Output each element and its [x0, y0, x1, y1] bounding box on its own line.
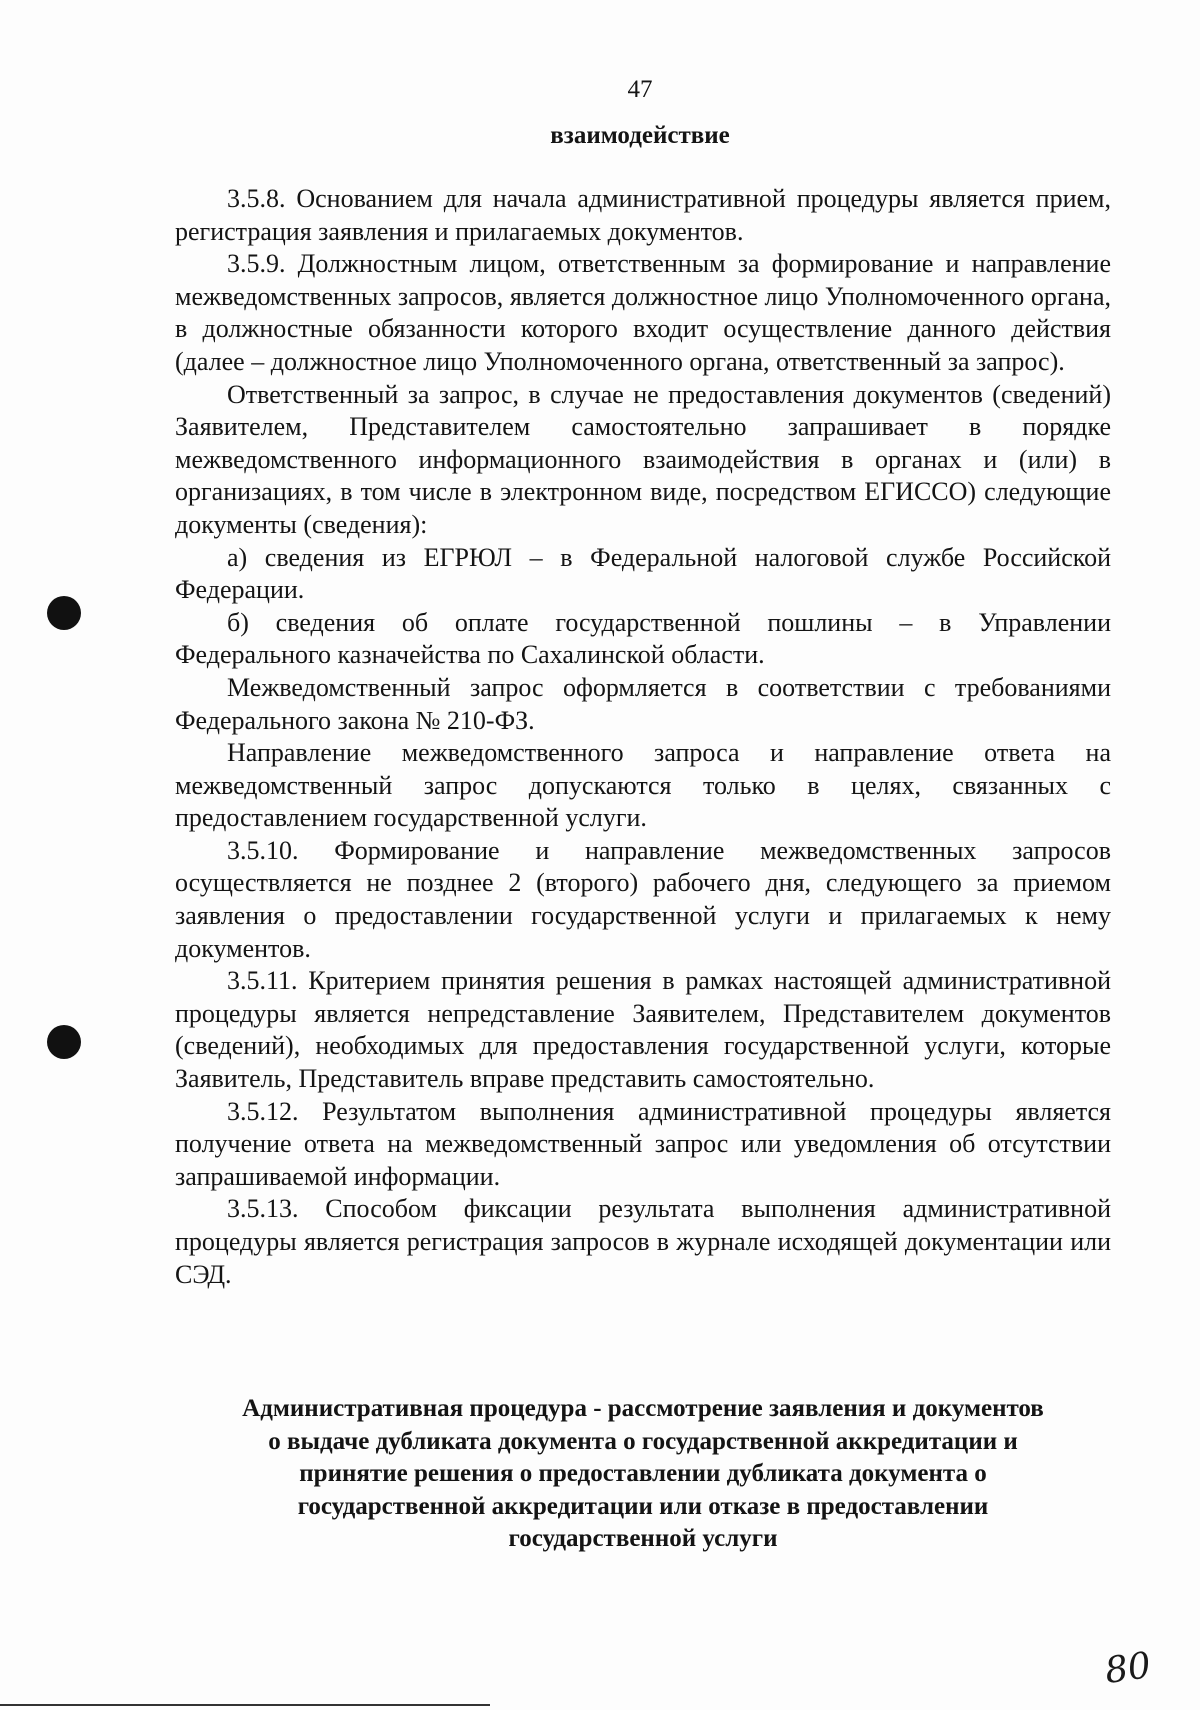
- section-heading-line: о выдаче дубликата документа о государственной аккредитации и: [268, 1427, 1018, 1455]
- paragraph-request-purpose: Направление межведомственного запроса и направление ответа на межведомственный запрос допускаются только в целях, связанных с предоставлением государственной услуги.: [175, 738, 1111, 833]
- paragraph-3-5-13: 3.5.13. Способом фиксации результата выполнения административной процедуры является регистрация запросов в журнале исходящей документации или СЭД.: [175, 1194, 1111, 1289]
- list-item-a: а) сведения из ЕГРЮЛ – в Федеральной налоговой службе Российской Федерации.: [175, 542, 1111, 605]
- paragraph-3-5-11: 3.5.11. Критерием принятия решения в рамках настоящей административной процедуры является непредставление Заявителем, Представителем документов (сведений), необходимых для предоставления государственной услуги, которые Заявитель, Представитель вправе представить самостоятельно.: [175, 966, 1111, 1094]
- section-heading-line: государственной услуги: [508, 1525, 778, 1552]
- body-text: [175, 183, 1111, 1291]
- punch-hole-mark: [47, 596, 81, 630]
- section-heading-line: государственной аккредитации или отказе в предоставлении: [297, 1492, 989, 1520]
- paragraph-3-5-9: 3.5.9. Должностным лицом, ответственным за формирование и направление межведомственных запросов, является должностное лицо Уполномоченного органа, в должностные обязанности которого входит осуществление данного действия (далее – должностное лицо Уполномоченного органа, ответственный за запрос).: [175, 249, 1111, 376]
- scan-edge-line: [0, 1704, 490, 1706]
- section-heading-line: принятие решения о предоставлении дубликата документа о: [299, 1460, 987, 1487]
- handwritten-page-mark: 80: [1102, 1645, 1154, 1692]
- page-number: 47: [627, 76, 653, 103]
- section-heading: [175, 1393, 1111, 1556]
- paragraph-3-5-12: 3.5.12. Результатом выполнения административной процедуры является получение ответа на межведомственный запрос или уведомления об отсутствии запрашиваемой информации.: [175, 1096, 1111, 1191]
- punch-hole-mark: [47, 1025, 81, 1059]
- paragraph-request-format: Межведомственный запрос оформляется в соответствии с требованиями Федерального закона № 210-ФЗ.: [175, 672, 1111, 735]
- section-heading-line: Административная процедура - рассмотрение заявления и документов: [242, 1395, 1044, 1422]
- paragraph-responsible-request: Ответственный за запрос, в случае не предоставления документов (сведений) Заявителем, Представителем самостоятельно запрашивает в порядке межведомственного информационного взаимодействия в органах и (или) в организациях, в том числе в электронном виде, посредством ЕГИССО) следующие документы (сведения):: [175, 379, 1111, 539]
- paragraph-3-5-8: 3.5.8. Основанием для начала административной процедуры является прием, регистрация заявления и прилагаемых документов.: [175, 184, 1111, 246]
- continued-heading: взаимодействие: [550, 122, 730, 149]
- paragraph-3-5-10: 3.5.10. Формирование и направление межведомственных запросов осуществляется не позднее 2 (второго) рабочего дня, следующего за приемом заявления о предоставлении государственной услуги и прилагаемых к нему документов.: [175, 835, 1111, 963]
- list-item-b: б) сведения об оплате государственной пошлины – в Управлении Федерального казначейства по Сахалинской области.: [175, 607, 1111, 670]
